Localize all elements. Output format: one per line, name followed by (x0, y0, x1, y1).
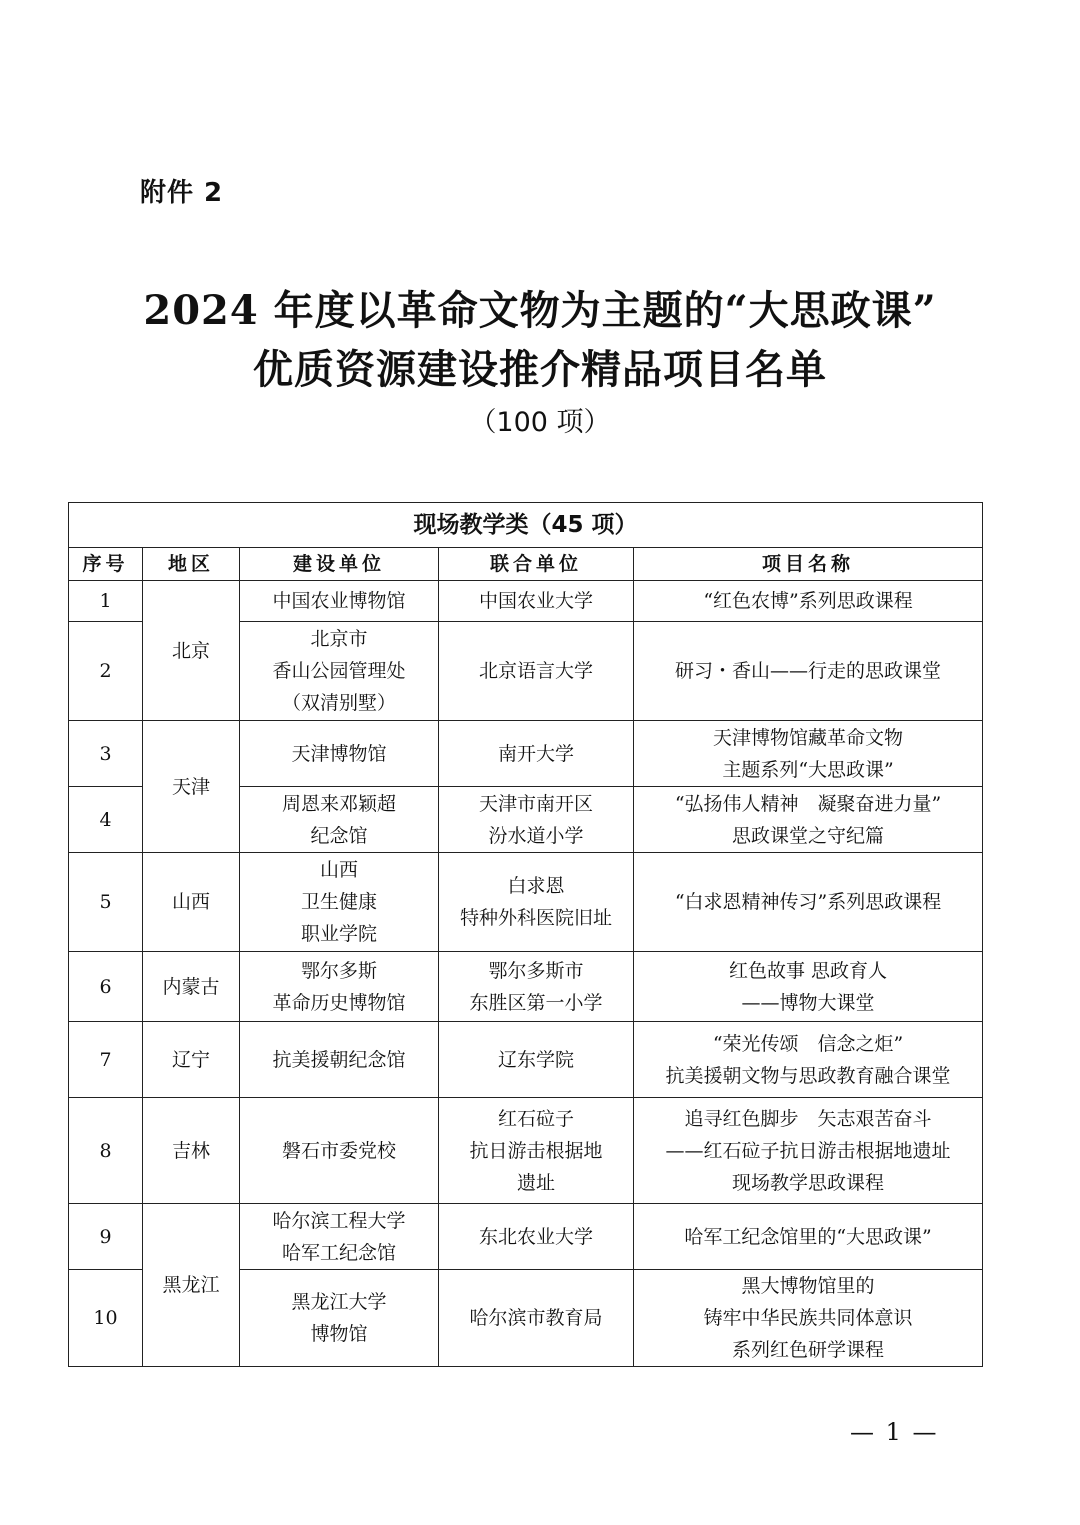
builder-unit-line: 天津博物馆 (291, 742, 387, 765)
header-region: 地区 (143, 548, 240, 581)
row-number: 2 (69, 622, 143, 721)
partner-unit-cell (439, 853, 634, 952)
builder-unit-line: 卫生健康 (300, 891, 377, 913)
region-cell: 辽宁 (143, 1022, 240, 1098)
project-table (68, 502, 983, 1367)
row-number: 5 (69, 853, 143, 952)
builder-unit-cell (240, 721, 439, 787)
partner-unit-cell (439, 952, 634, 1022)
partner-unit-line: 特种外科医院旧址 (459, 907, 612, 929)
builder-unit-line: 中国农业博物馆 (272, 590, 406, 612)
row-number: 1 (69, 581, 143, 622)
table-row (69, 1098, 983, 1204)
partner-unit-line: 东胜区第一小学 (469, 991, 603, 1014)
partner-unit-line: 东北农业大学 (478, 1225, 593, 1248)
project-name-cell (634, 853, 983, 952)
partner-unit-cell (439, 1098, 634, 1204)
region-cell: 北京 (143, 581, 240, 721)
partner-unit-line: 鄂尔多斯市 (488, 959, 584, 982)
builder-unit-cell (240, 1022, 439, 1098)
partner-unit-line: 天津市南开区 (478, 792, 593, 815)
project-name-line: 追寻红色脚步 矢志艰苦奋斗 (684, 1107, 932, 1130)
table-row (69, 721, 983, 787)
builder-unit-cell (240, 622, 439, 721)
header-partner: 联合单位 (439, 548, 634, 581)
row-number: 7 (69, 1022, 143, 1098)
header-project: 项目名称 (634, 548, 983, 581)
header-number: 序号 (69, 548, 143, 581)
project-name-line: 哈军工纪念馆里的“大思政课” (684, 1225, 932, 1248)
project-name-cell (634, 1270, 983, 1367)
partner-unit-line: 红石砬子 (497, 1107, 574, 1130)
partner-unit-cell (439, 622, 634, 721)
table-row (69, 581, 983, 622)
builder-unit-line: 纪念馆 (310, 824, 368, 847)
builder-unit-cell (240, 1204, 439, 1270)
project-name-cell (634, 1204, 983, 1270)
region-cell: 吉林 (143, 1098, 240, 1204)
row-number: 8 (69, 1098, 143, 1204)
partner-unit-cell (439, 1204, 634, 1270)
project-name-line: 思政课堂之守纪篇 (732, 824, 885, 847)
partner-unit-line: 遗址 (516, 1171, 555, 1194)
partner-unit-cell (439, 721, 634, 787)
table-row (69, 1204, 983, 1270)
builder-unit-line: 革命历史博物馆 (272, 991, 406, 1014)
project-name-cell (634, 1098, 983, 1204)
builder-unit-line: 鄂尔多斯 (300, 959, 377, 982)
project-name-line: ——红石砬子抗日游击根据地遗址 (665, 1139, 951, 1162)
section-title: 现场教学类（45 项） (69, 503, 983, 548)
row-number: 10 (69, 1270, 143, 1367)
project-name-cell (634, 952, 983, 1022)
project-name-line: 研习・香山——行走的思政课堂 (675, 660, 942, 682)
partner-unit-line: 抗日游击根据地 (469, 1139, 603, 1162)
row-number: 3 (69, 721, 143, 787)
partner-unit-line: 北京语言大学 (478, 660, 593, 682)
project-name-line: 红色故事 思政育人 (729, 959, 888, 982)
builder-unit-cell (240, 581, 439, 622)
builder-unit-line: 磐石市委党校 (281, 1139, 396, 1162)
project-name-cell (634, 581, 983, 622)
partner-unit-line: 辽东学院 (497, 1048, 574, 1071)
region-cell: 天津 (143, 721, 240, 853)
header-builder: 建设单位 (240, 548, 439, 581)
builder-unit-cell (240, 1270, 439, 1367)
builder-unit-line: 哈尔滨工程大学 (272, 1209, 406, 1232)
project-name-line: 现场教学思政课程 (732, 1171, 885, 1194)
builder-unit-cell (240, 1098, 439, 1204)
region-cell: 黑龙江 (143, 1204, 240, 1367)
builder-unit-cell (240, 952, 439, 1022)
builder-unit-line: 北京市 (310, 628, 368, 650)
project-name-line: 黑大博物馆里的 (741, 1275, 875, 1297)
project-name-line: 天津博物馆藏革命文物 (713, 726, 904, 749)
project-name-cell (634, 622, 983, 721)
table-row (69, 952, 983, 1022)
builder-unit-line: 职业学院 (300, 923, 377, 945)
partner-unit-cell (439, 1022, 634, 1098)
builder-unit-cell (240, 853, 439, 952)
partner-unit-line: 中国农业大学 (478, 590, 593, 612)
project-name-line: “荣光传颂 信念之炬” (712, 1032, 904, 1055)
region-cell: 山西 (143, 853, 240, 952)
builder-unit-cell (240, 787, 439, 853)
builder-unit-line: 黑龙江大学 (291, 1291, 387, 1313)
attachment-label: 附件 2 (140, 178, 224, 208)
item-count: （100 项） (469, 407, 611, 438)
builder-unit-line: 抗美援朝纪念馆 (272, 1048, 406, 1071)
partner-unit-line: 南开大学 (497, 742, 574, 765)
row-number: 4 (69, 787, 143, 853)
project-name-cell (634, 787, 983, 853)
row-number: 9 (69, 1204, 143, 1270)
project-name-cell (634, 1022, 983, 1098)
page-number: — 1 — (850, 1418, 939, 1446)
project-name-cell (634, 721, 983, 787)
project-name-line: 主题系列“大思政课” (722, 758, 894, 781)
project-name-line: “白求恩精神传习”系列思政课程 (674, 891, 942, 913)
builder-unit-line: 周恩来邓颖超 (281, 792, 396, 815)
table-row (69, 1022, 983, 1098)
document-title-line-2: 优质资源建设推介精品项目名单 (253, 346, 827, 393)
row-number: 6 (69, 952, 143, 1022)
builder-unit-line: 香山公园管理处 (272, 660, 406, 682)
table-row (69, 853, 983, 952)
project-name-line: 系列红色研学课程 (732, 1339, 885, 1361)
document-title-line-1: 2024 年度以革命文物为主题的“大思政课” (143, 287, 937, 334)
builder-unit-line: 哈军工纪念馆 (281, 1241, 396, 1264)
partner-unit-line: 白求恩 (507, 875, 565, 897)
column-header-row (69, 548, 983, 581)
region-cell: 内蒙古 (143, 952, 240, 1022)
project-name-line: “红色农博”系列思政课程 (703, 590, 913, 612)
builder-unit-line: （双清别墅） (281, 692, 396, 714)
project-name-line: 抗美援朝文物与思政教育融合课堂 (665, 1064, 951, 1087)
partner-unit-cell (439, 1270, 634, 1367)
partner-unit-line: 哈尔滨市教育局 (469, 1307, 603, 1329)
project-name-line: 铸牢中华民族共同体意识 (703, 1307, 913, 1329)
partner-unit-line: 汾水道小学 (488, 824, 584, 847)
project-name-line: ——博物大课堂 (741, 991, 875, 1014)
partner-unit-cell (439, 787, 634, 853)
project-name-line: “弘扬伟人精神 凝聚奋进力量” (674, 792, 942, 815)
builder-unit-line: 博物馆 (310, 1323, 368, 1345)
builder-unit-line: 山西 (319, 859, 358, 881)
table-body (69, 581, 983, 1367)
partner-unit-cell (439, 581, 634, 622)
